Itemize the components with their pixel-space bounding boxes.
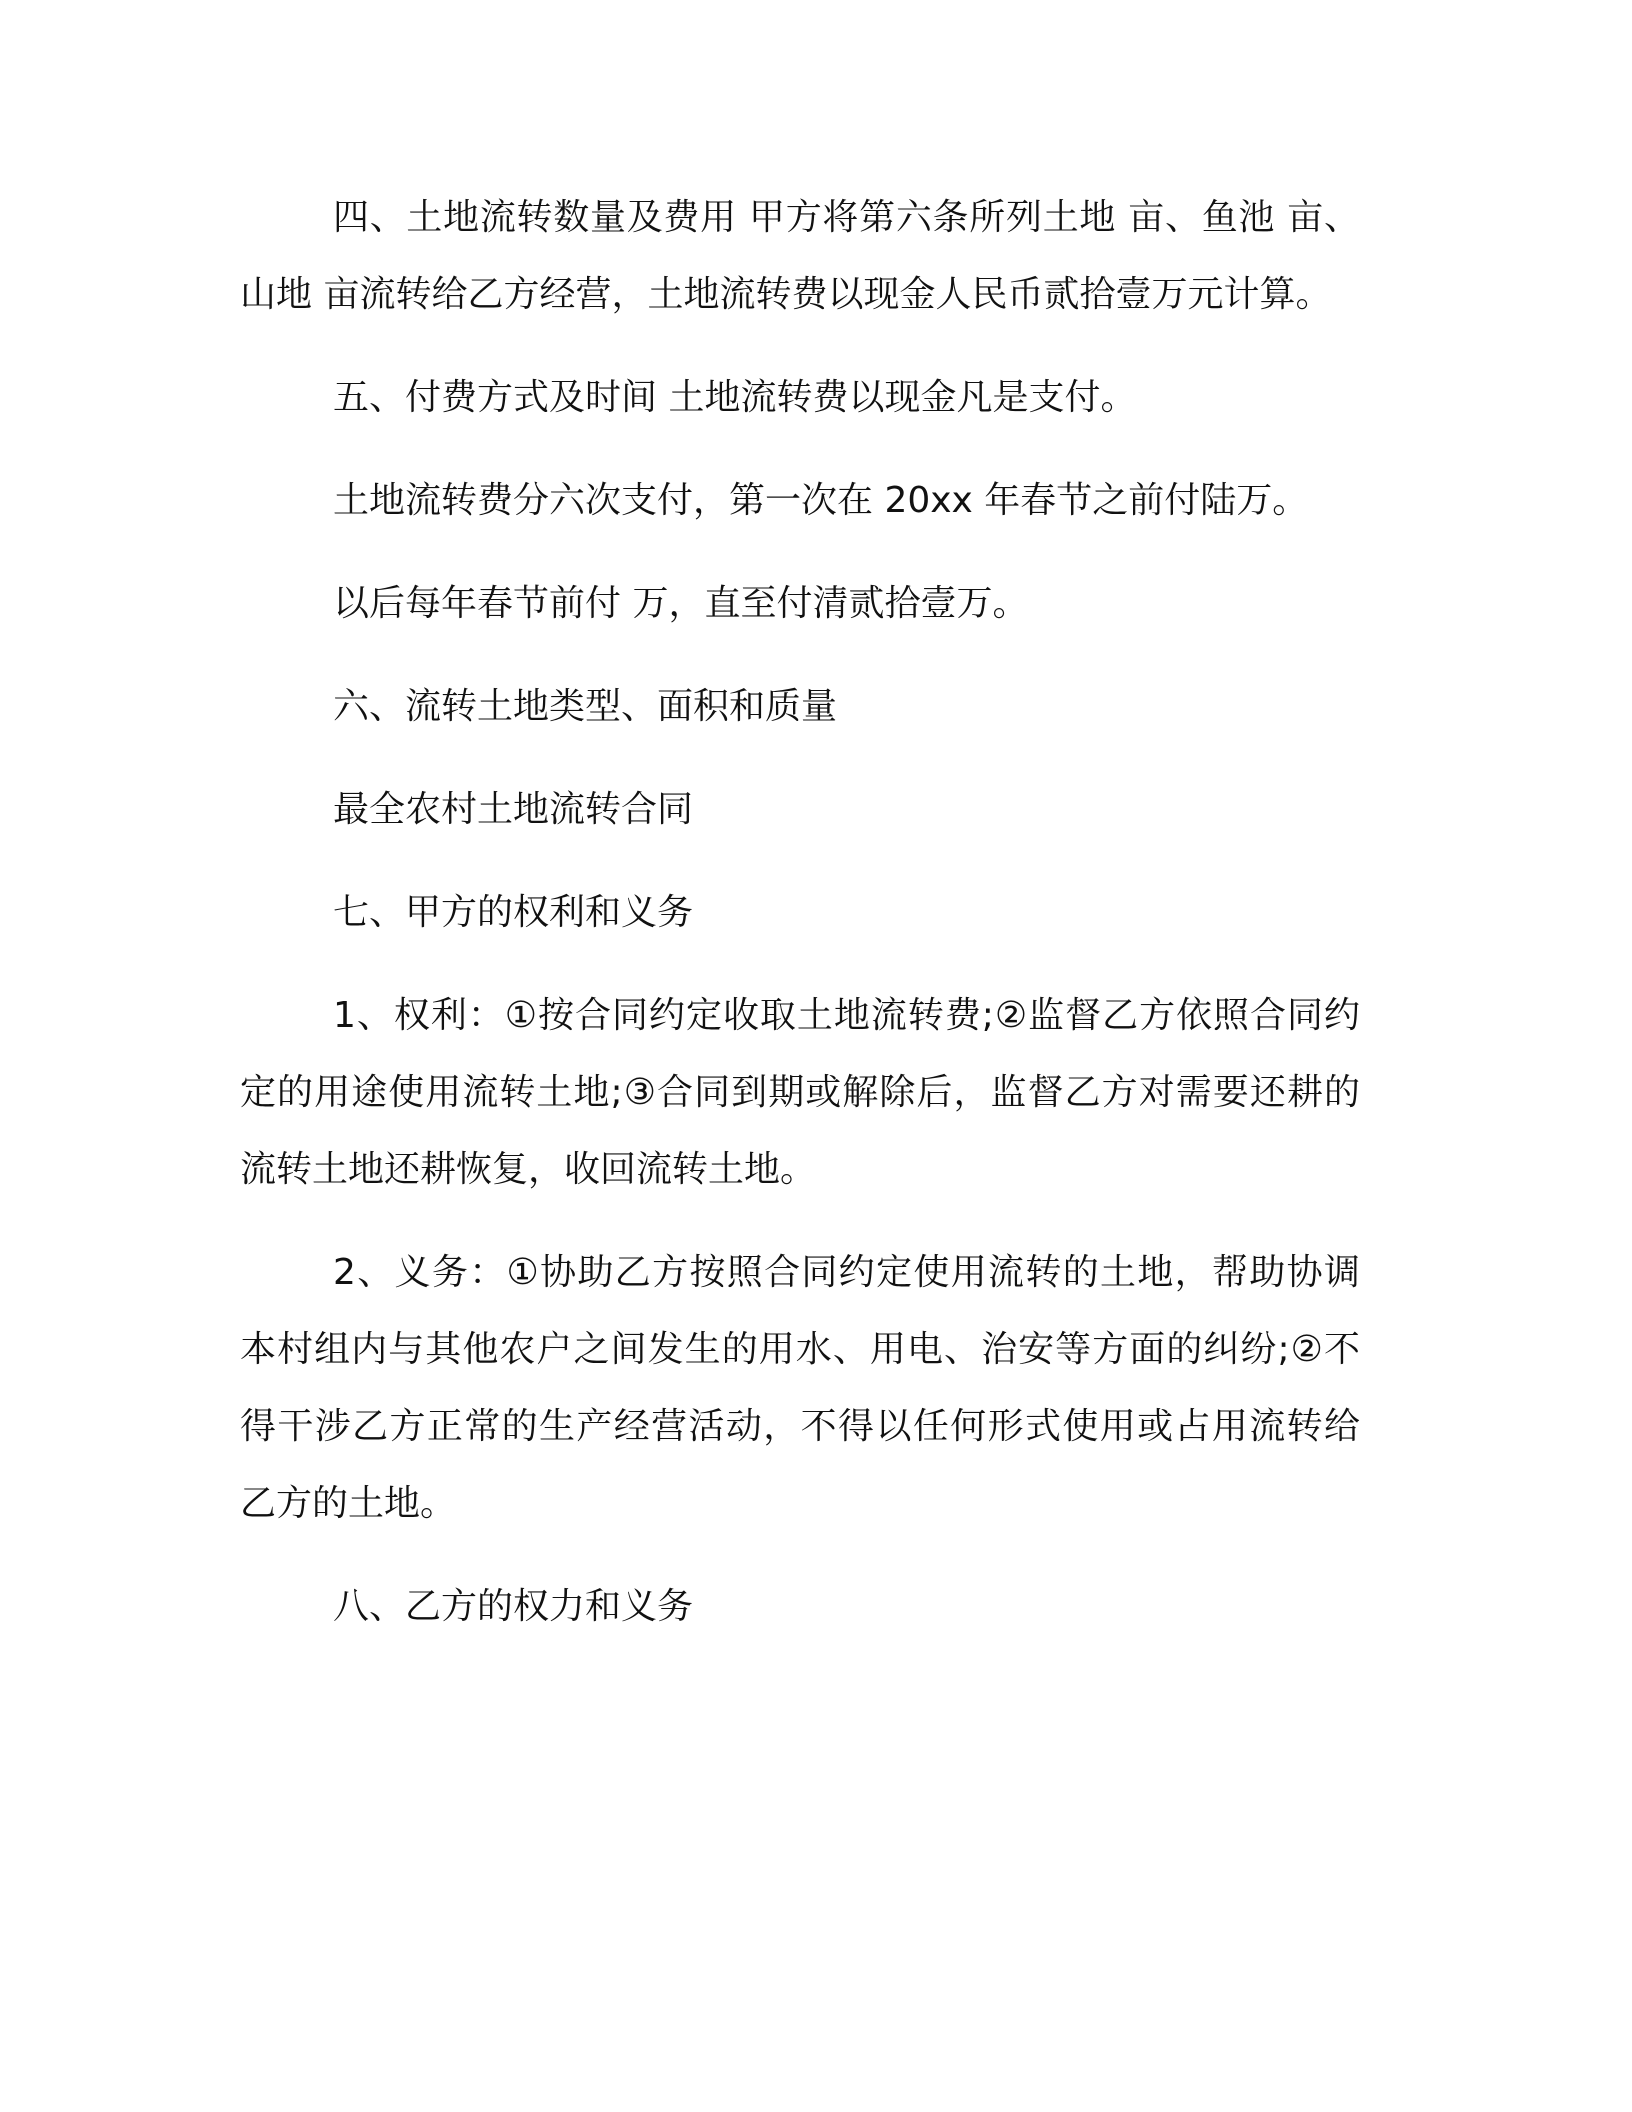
text-line: 1、权利：①按合同约定收取土地流转费;②监督乙方依照合同约 [333, 995, 1360, 1036]
text-line: 得干涉乙方正常的生产经营活动，不得以任何形式使用或占用流转给 [240, 1406, 1360, 1447]
section-heading: 八、乙方的权力和义务 [333, 1586, 694, 1627]
paragraph-annual-payment [240, 565, 1360, 642]
paragraph-document-title-note [240, 771, 1360, 848]
paragraph-section-6-land-type [240, 668, 1360, 745]
text-line: 最全农村土地流转合同 [333, 789, 694, 830]
paragraph-section-8-party-b-rights [240, 1568, 1360, 1645]
paragraph-section-4-land-quantity-and-fee [240, 179, 1360, 333]
text-line: 流转土地还耕恢复，收回流转土地。 [240, 1149, 817, 1190]
text-line: 山地 亩流转给乙方经营，土地流转费以现金人民币贰拾壹万元计算。 [240, 274, 1332, 315]
text-line: 土地流转费分六次支付，第一次在 20xx 年春节之前付陆万。 [333, 480, 1309, 521]
text-line: 四、土地流转数量及费用 甲方将第六条所列土地 亩、鱼池 亩、 [333, 197, 1360, 238]
text-line: 以后每年春节前付 万，直至付清贰拾壹万。 [333, 583, 1029, 624]
paragraph-section-5-payment-method [240, 359, 1360, 436]
text-line: 定的用途使用流转土地;③合同到期或解除后，监督乙方对需要还耕的 [240, 1072, 1360, 1113]
text-line: 2、义务：①协助乙方按照合同约定使用流转的土地，帮助协调 [333, 1252, 1360, 1293]
paragraph-party-a-obligations-detail [240, 1234, 1360, 1542]
text-line: 乙方的土地。 [240, 1483, 457, 1524]
text-line: 本村组内与其他农户之间发生的用水、用电、治安等方面的纠纷;②不 [240, 1329, 1360, 1370]
section-heading: 六、流转土地类型、面积和质量 [333, 686, 838, 727]
section-heading: 七、甲方的权利和义务 [333, 892, 694, 933]
paragraph-party-a-rights-detail [240, 977, 1360, 1208]
paragraph-section-7-party-a-rights [240, 874, 1360, 951]
text-line: 五、付费方式及时间 土地流转费以现金凡是支付。 [333, 377, 1137, 418]
paragraph-payment-installments [240, 462, 1360, 539]
